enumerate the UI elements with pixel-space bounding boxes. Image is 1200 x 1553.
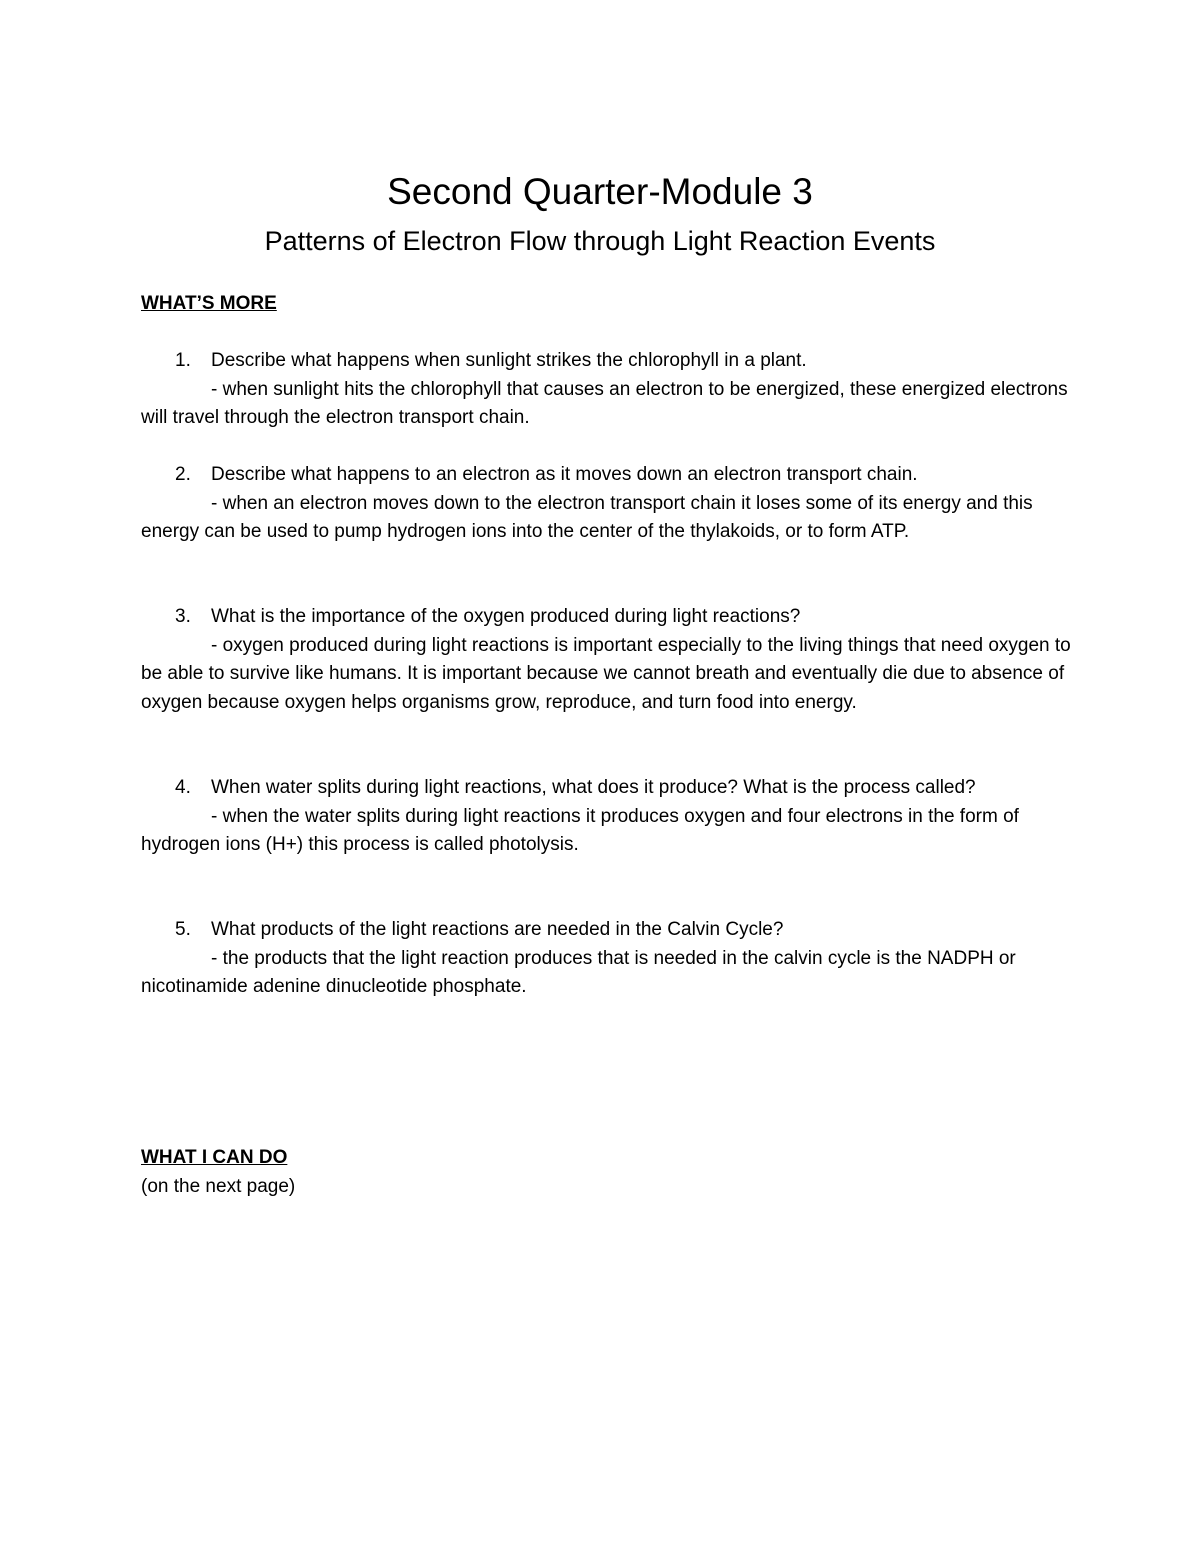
answer-text: - when an electron moves down to the electron transport chain it loses some of its energy and this energy can be used to pump hydrogen ions into the center of the thylakoids, or to form ATP. — [141, 492, 1033, 542]
question-item-2 — [141, 461, 1081, 547]
page-subtitle: Patterns of Electron Flow through Light Reaction Events — [264, 226, 936, 256]
section-heading-whats-more: WHAT’S MORE — [141, 293, 277, 314]
question-item-5 — [141, 916, 1081, 1002]
answer-text: - when sunlight hits the chlorophyll that causes an electron to be energized, these energized electrons will travel through the electron transport chain. — [141, 378, 1068, 428]
page-title: Second Quarter-Module 3 — [387, 171, 813, 212]
question-number: 4. — [175, 777, 191, 798]
question-number: 2. — [175, 464, 191, 485]
question-label: What is the importance of the oxygen produced during light reactions? — [211, 606, 801, 627]
section-heading-what-i-can-do: WHAT I CAN DO — [141, 1147, 288, 1168]
question-label: Describe what happens when sunlight strikes the chlorophyll in a plant. — [211, 350, 807, 371]
question-number: 5. — [175, 919, 191, 940]
answer-text: - oxygen produced during light reactions is important especially to the living things that need oxygen to be able to survive like humans. It is important because we cannot breath and eventually die due to absence of oxygen because oxygen helps organisms grow, reproduce, and turn food into energy. — [141, 634, 1071, 713]
question-item-1 — [141, 347, 1081, 433]
question-text — [141, 774, 1081, 803]
question-text — [141, 603, 1081, 632]
answer-text: - when the water splits during light reactions it produces oxygen and four electrons in the form of hydrogen ions (H+) this process is called photolysis. — [141, 805, 1019, 855]
question-label: What products of the light reactions are needed in the Calvin Cycle? — [211, 919, 784, 940]
question-item-4 — [141, 774, 1081, 860]
next-page-note: (on the next page) — [141, 1176, 296, 1197]
question-number: 1. — [175, 350, 191, 371]
question-number: 3. — [175, 606, 191, 627]
question-item-3 — [141, 603, 1081, 717]
question-text — [141, 461, 1081, 490]
question-text — [141, 347, 1081, 376]
answer-text: - the products that the light reaction produces that is needed in the calvin cycle is the NADPH or nicotinamide adenine dinucleotide phosphate. — [141, 947, 1016, 997]
question-text — [141, 916, 1081, 945]
question-label: Describe what happens to an electron as it moves down an electron transport chain. — [211, 464, 918, 485]
question-label: When water splits during light reactions, what does it produce? What is the process called? — [211, 777, 976, 798]
